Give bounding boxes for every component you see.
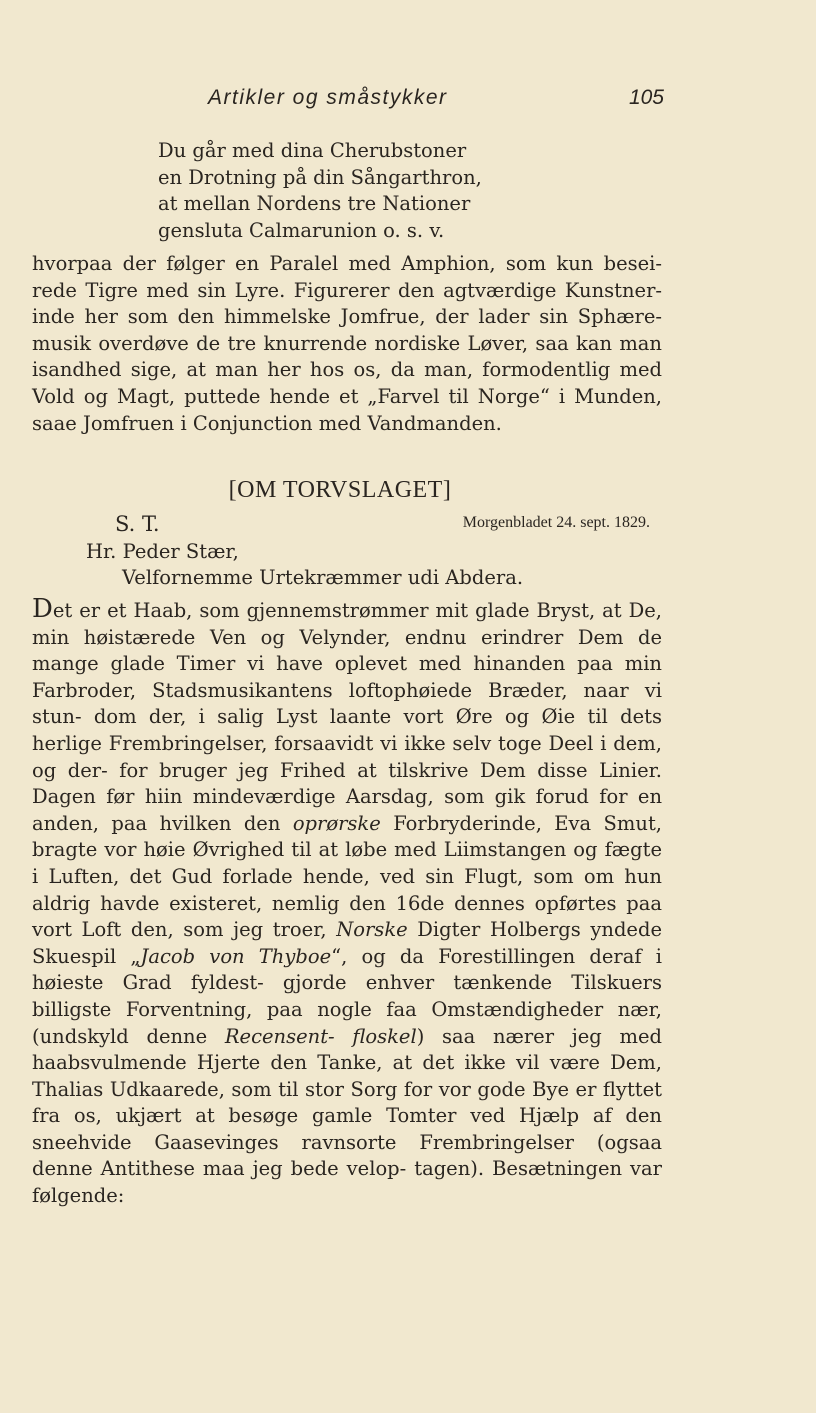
drop-cap: D (32, 594, 53, 624)
poem-quote (158, 138, 482, 244)
section-heading: [OM TORVSLAGET] (228, 477, 452, 503)
author-signature: S. T. (115, 512, 160, 536)
letter-paragraph (32, 596, 662, 1210)
source-citation: Morgenbladet 24. sept. 1829. (462, 514, 650, 531)
play-title: Jacob von Thyboe (140, 944, 332, 968)
poem-line: Du går med dina Cherubstoner (158, 139, 467, 162)
letter-text: et er et Haab, som gjennemstrømmer mit glade Bryst, at De, min høistærede Ven og Velynder, endnu erindrer Dem de mange glade Timer vi have oplevet med hinanden paa min Farbroder, Stadsmusikantens loftophøiede Bræder, naar vi stun- dom der, i salig Lyst laante vort Øre og Øie til dets herlige Frembringelser, forsaavidt vi ikke selv toge Deel i dem, og der- for bruger jeg Frihed at tilskrive Dem disse Linier. Dagen før hiin mindeværdige Aarsdag, som gik forud for en anden, paa hvilken den (32, 599, 662, 835)
page-number: 105 (628, 86, 664, 109)
poem-line: en Drotning på din Sångarthron, (158, 165, 482, 189)
salutation-name: Hr. Peder Stær, (86, 540, 239, 563)
running-title: Artikler og småstykker (208, 86, 448, 109)
body-paragraph: hvorpaa der følger en Paralel med Amphion, som kun besei- rede Tigre med sin Lyre. Figurerer den agtværdige Kunstner- inde her som den himmelske Jomfrue, der lader sin Sphære- musik overdøve de tre knurrende nordiske Løver, saa kan man isandhed sige, at man her hos os, da man, formodentlig med Vold og Magt, puttede hende et „Farvel til Norge“ i Munden, saae Jomfruen i Conjunction med Vandmanden. (32, 252, 662, 435)
italic-word: Recensent- floskel (224, 1024, 417, 1048)
letter-text: Forbryderinde, Eva Smut, bragte vor høie Øvrighed til at løbe med Liimstangen og fægte i Luften, det Gud forlade hende, ved sin Flugt, som om hun aldrig havde existeret, nemlig den 16de dennes opførtes paa vort Loft den, som jeg troer, (32, 811, 662, 942)
letter-text: “, og da Forestillingen deraf i høieste Grad fyldest- gjorde enhver tænkende Tilskuers billigste Forventning, paa nogle faa Omstændigheder nær, (undskyld denne (32, 944, 662, 1048)
poem-line: at mellan Nordens tre Nationer (158, 192, 471, 215)
letter-text: ) saa nærer jeg med haabsvulmende Hjerte den Tanke, at det ikke vil være Dem, Thalias Udkaarede, som til stor Sorg for vor gode Bye er flyttet fra os, ukjært at besøge gamle Tomter ved Hjælp af den sneehvide Gaasevinges ravnsorte Frembringelser (ogsaa denne Antithese maa jeg bede velop- tagen). Besætningen var følgende: (32, 1024, 662, 1208)
poem-line: gensluta Calmarunion o. s. v. (158, 218, 445, 242)
italic-word: Norske (336, 918, 408, 942)
salutation-title: Velfornemme Urtekræmmer udi Abdera. (122, 566, 524, 589)
letter-text: Digter Holbergs yndede Skuespil „ (32, 918, 662, 968)
italic-word: oprørske (292, 811, 381, 835)
running-head (30, 86, 664, 116)
